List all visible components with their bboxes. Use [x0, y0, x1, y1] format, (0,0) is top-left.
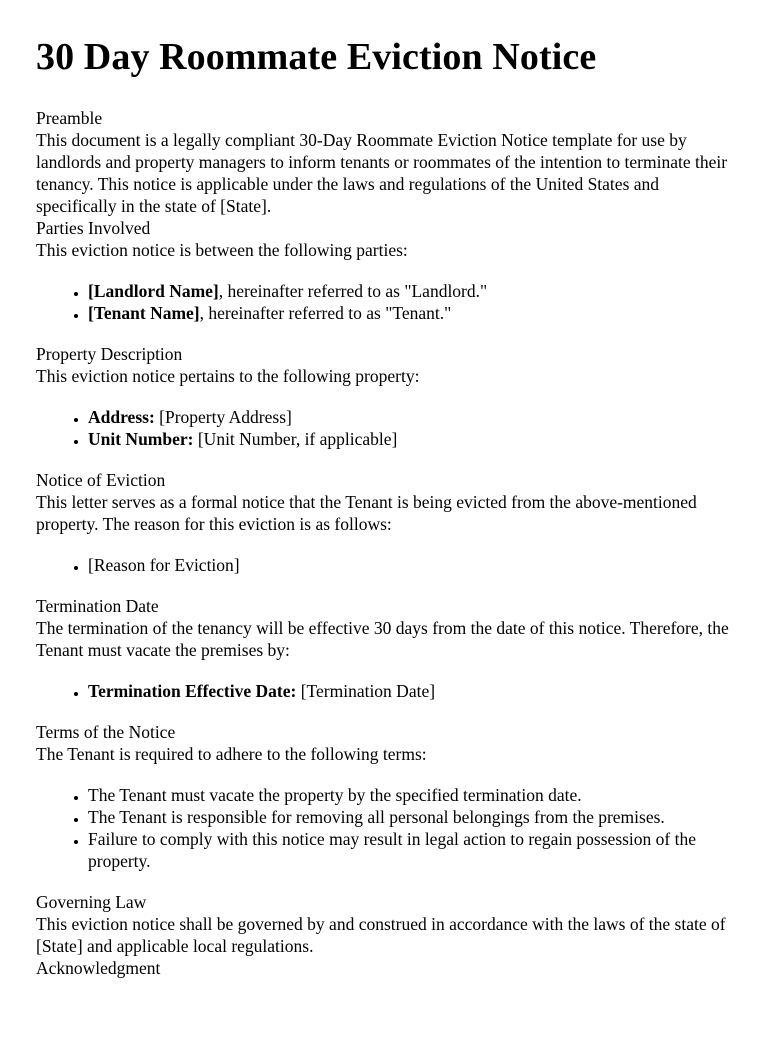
- section-heading-notice: Notice of Eviction: [36, 470, 166, 490]
- section-heading-governing-law: Governing Law: [36, 892, 147, 912]
- list-item: • [Reason for Eviction]: [88, 554, 734, 576]
- section-text-property: This eviction notice pertains to the following property:: [36, 366, 420, 386]
- list-item: [88, 680, 734, 702]
- landlord-name-text: , hereinafter referred to as "Landlord.": [218, 281, 488, 301]
- tenant-name-label: [Tenant Name]: [88, 303, 200, 323]
- termination-list: [36, 680, 734, 702]
- section-heading-acknowledgment: Acknowledgment: [36, 958, 161, 978]
- section-text-terms: The Tenant is required to adhere to the following terms:: [36, 744, 427, 764]
- document-page: [0, 35, 770, 979]
- address-value: [Property Address]: [154, 407, 292, 427]
- address-label: Address:: [88, 407, 155, 427]
- section-heading-termination: Termination Date: [36, 596, 159, 616]
- section-notice: [36, 469, 734, 576]
- section-text-parties: This eviction notice is between the following parties:: [36, 240, 408, 260]
- section-governing-law: [36, 891, 734, 957]
- section-acknowledgment: [36, 957, 734, 979]
- terms-list: [36, 784, 734, 872]
- list-item: [88, 302, 734, 324]
- section-property: [36, 343, 734, 450]
- section-text-governing-law: This eviction notice shall be governed by and construed in accordance with the laws of the state of [State] and applicable local regulations.: [36, 914, 726, 956]
- termination-date-value: [Termination Date]: [296, 681, 436, 701]
- list-item: • Failure to comply with this notice may result in legal action to regain possession of the property.: [88, 828, 734, 872]
- landlord-name-label: [Landlord Name]: [88, 281, 219, 301]
- termination-date-label: Termination Effective Date:: [88, 681, 297, 701]
- property-list: [36, 406, 734, 450]
- list-item: [88, 280, 734, 302]
- tenant-name-text: , hereinafter referred to as "Tenant.": [199, 303, 452, 323]
- section-text-notice: This letter serves as a formal notice that the Tenant is being evicted from the above-mentioned property. The reason for this eviction is as follows:: [36, 492, 697, 534]
- section-termination: [36, 595, 734, 702]
- section-heading-property: Property Description: [36, 344, 183, 364]
- reason-list: [36, 554, 734, 576]
- parties-list: [36, 280, 734, 324]
- unit-number-value: [Unit Number, if applicable]: [193, 429, 398, 449]
- list-item: • The Tenant must vacate the property by the specified termination date.: [88, 784, 734, 806]
- section-heading-preamble: Preamble: [36, 108, 103, 128]
- section-preamble: [36, 107, 734, 217]
- list-item: [88, 406, 734, 428]
- section-heading-terms: Terms of the Notice: [36, 722, 176, 742]
- document-title: 30 Day Roommate Eviction Notice: [36, 36, 597, 78]
- section-heading-parties: Parties Involved: [36, 218, 151, 238]
- unit-number-label: Unit Number:: [88, 429, 194, 449]
- section-terms: [36, 721, 734, 872]
- list-item: • The Tenant is responsible for removing all personal belongings from the premises.: [88, 806, 734, 828]
- section-parties: [36, 217, 734, 324]
- section-text-preamble: This document is a legally compliant 30-Day Roommate Eviction Notice template for use by landlords and property managers to inform tenants or roommates of the intention to terminate their tenancy. This notice is applicable under the laws and regulations of the United States and specifically in the state of [State].: [36, 130, 728, 216]
- section-text-termination: The termination of the tenancy will be effective 30 days from the date of this notice. Therefore, the Tenant must vacate the premises by:: [36, 618, 729, 660]
- list-item: [88, 428, 734, 450]
